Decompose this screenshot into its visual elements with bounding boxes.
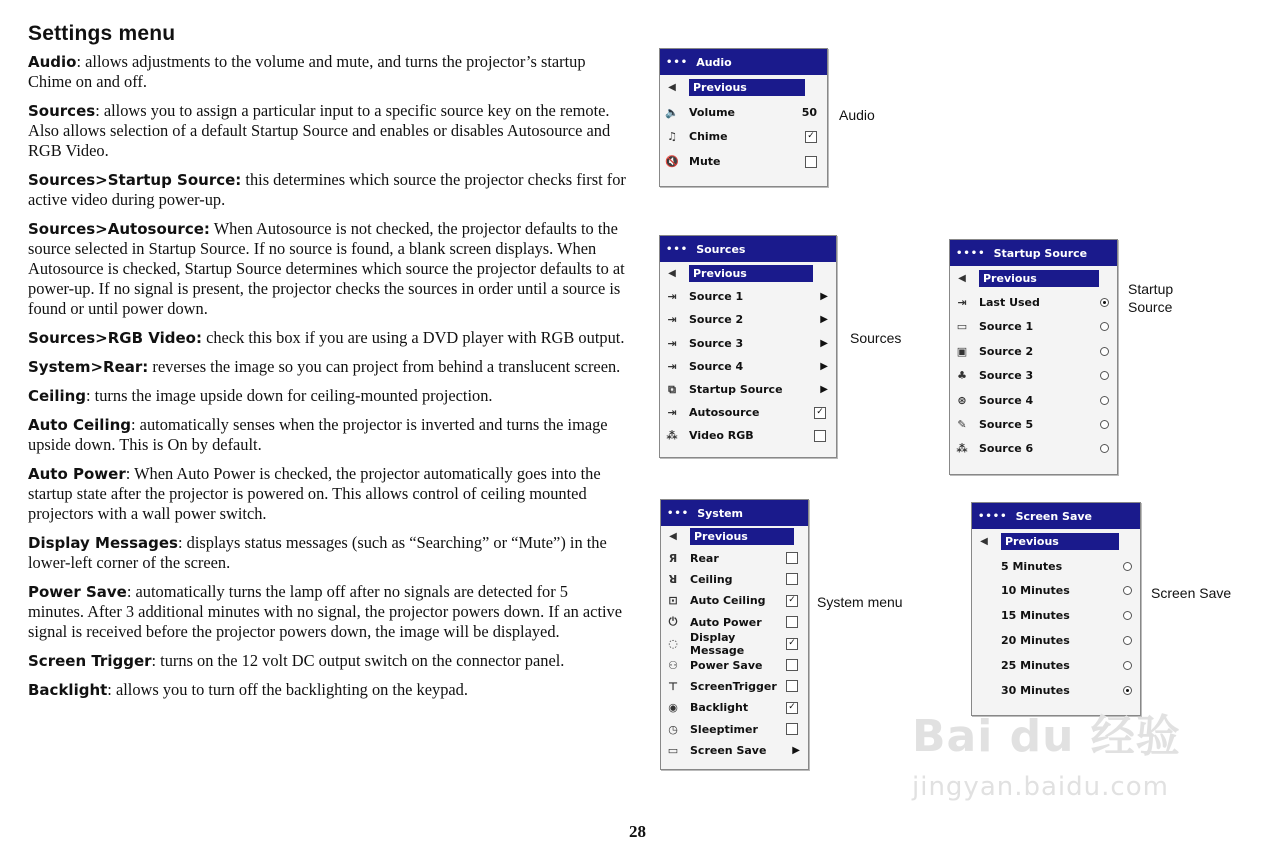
menu-item[interactable]	[661, 569, 808, 590]
menu-item-label: 30 Minutes	[1001, 683, 1070, 697]
menu-item[interactable]	[972, 579, 1140, 604]
checkbox[interactable]	[786, 659, 798, 671]
menu-item[interactable]	[660, 285, 836, 308]
menu-item[interactable]	[660, 401, 836, 424]
submenu-arrow-icon: ▶	[820, 291, 828, 303]
paragraph	[28, 533, 626, 573]
submenu-arrow-icon: ▶	[820, 384, 828, 396]
paragraph-term: Power Save	[28, 583, 127, 601]
menu-item[interactable]	[972, 628, 1140, 653]
menu-item-label: 10 Minutes	[1001, 584, 1070, 598]
radio-button[interactable]	[1100, 420, 1109, 429]
menu-item[interactable]	[950, 388, 1117, 412]
menu-item[interactable]	[661, 697, 808, 718]
paragraph	[28, 386, 626, 406]
paragraph	[28, 680, 626, 700]
back-arrow-icon: ◀	[980, 535, 988, 547]
menu-item-label: Source 4	[689, 359, 744, 373]
paragraph-term: Backlight	[28, 681, 108, 699]
menu-dots-icon: ••••	[978, 510, 1008, 522]
menu-item-label: Screen Save	[690, 744, 767, 758]
paragraph-list	[28, 52, 626, 700]
paragraph	[28, 464, 626, 524]
screen-trigger-icon: ⊤	[667, 679, 679, 693]
previous-item[interactable]	[660, 75, 827, 100]
checkbox[interactable]	[786, 573, 798, 585]
checkbox[interactable]	[786, 616, 798, 628]
source-icon: ⇥	[667, 290, 677, 304]
menu-item[interactable]	[950, 339, 1117, 363]
menu-item[interactable]	[972, 653, 1140, 678]
paragraph-text: : automatically senses when the projector is inverted and turns the image upside down. This is On by default.	[28, 415, 608, 454]
watermark-line2: jingyan.baidu.com	[912, 772, 1169, 802]
paragraph	[28, 415, 626, 455]
menu-item[interactable]	[950, 412, 1117, 436]
rgb-video-icon: ⁂	[666, 429, 678, 443]
radio-button[interactable]	[1123, 611, 1132, 620]
menu-item[interactable]	[661, 630, 808, 657]
sleeptimer-icon: ◷	[668, 722, 678, 736]
text-column	[28, 22, 626, 709]
menu-item-label: Mute	[689, 155, 721, 169]
checkbox[interactable]: ✓	[814, 407, 826, 419]
previous-label: Previous	[1001, 533, 1119, 550]
checkbox[interactable]	[786, 680, 798, 692]
back-arrow-icon: ◀	[668, 81, 676, 93]
startup-source-caption	[1128, 280, 1173, 316]
source-1-icon: ▭	[956, 320, 968, 334]
source-3-icon: ♣	[957, 369, 967, 383]
menu-item-label: Auto Power	[690, 615, 762, 629]
menu-item[interactable]	[660, 355, 836, 378]
menu-dots-icon: •••	[667, 507, 690, 519]
paragraph	[28, 101, 626, 161]
menu-item-label: Auto Ceiling	[690, 594, 766, 608]
menu-item[interactable]	[660, 149, 827, 174]
paragraph	[28, 328, 626, 348]
menu-header	[660, 49, 827, 75]
menu-item[interactable]	[661, 676, 808, 697]
source-2-icon: ▣	[956, 344, 968, 358]
auto-ceiling-icon: ⊡	[668, 594, 678, 608]
paragraph-text: When Autosource is not checked, the projector defaults to the source selected in Startup Source. If no source is found, a blank screen displays. When Autosource is checked, Startup Source determines which source the projector defaults to at power-up. If no signal is present, the projector checks the sources in order until a source is found or until power down.	[28, 219, 625, 318]
source-icon: ⇥	[667, 336, 677, 350]
back-arrow-icon: ◀	[958, 272, 966, 284]
previous-label: Previous	[979, 270, 1099, 287]
paragraph-term: Auto Power	[28, 465, 126, 483]
menu-item-label: 15 Minutes	[1001, 609, 1070, 623]
previous-label: Previous	[689, 79, 805, 96]
menu-item[interactable]	[660, 125, 827, 150]
menu-item-value: 50	[801, 105, 817, 119]
startup-source-icon: ⧉	[668, 382, 676, 396]
menu-item[interactable]	[972, 678, 1140, 703]
screen-save-caption: Screen Save	[1151, 585, 1232, 601]
radio-button[interactable]	[1100, 298, 1109, 307]
menu-dots-icon: ••••	[956, 247, 986, 259]
sources-caption: Sources	[850, 330, 902, 346]
menu-item[interactable]	[950, 290, 1117, 314]
menu-item-label: Chime	[689, 130, 728, 144]
menu-header	[972, 503, 1140, 529]
source-6-icon: ⁂	[956, 442, 968, 456]
menu-item-label: Source 6	[979, 442, 1034, 456]
source-4-icon: ⊛	[957, 393, 967, 407]
menu-item-label: Video RGB	[689, 429, 754, 443]
menu-item[interactable]	[661, 547, 808, 568]
paragraph	[28, 582, 626, 642]
checkbox[interactable]	[805, 156, 817, 168]
baidu-watermark	[912, 700, 1181, 802]
system-caption: System menu	[817, 594, 903, 610]
startup-source-menu	[949, 239, 1118, 475]
menu-item[interactable]	[661, 740, 808, 761]
menu-item-label: Sleeptimer	[690, 722, 758, 736]
menu-item-label: Source 2	[689, 313, 744, 327]
paragraph-term: System>Rear:	[28, 358, 149, 376]
previous-item[interactable]	[950, 266, 1117, 290]
checkbox[interactable]	[814, 430, 826, 442]
page-number: 28	[629, 822, 646, 841]
radio-button[interactable]	[1100, 444, 1109, 453]
menu-title: System	[697, 506, 744, 520]
menu-header	[661, 500, 808, 526]
paragraph-term: Ceiling	[28, 387, 87, 405]
paragraph-text: : turns the image upside down for ceiling-mounted projection.	[86, 386, 493, 405]
previous-label: Previous	[690, 528, 794, 545]
menu-header	[660, 236, 836, 262]
paragraph-term: Audio	[28, 53, 77, 71]
paragraph-text: : allows you to turn off the backlighting on the keypad.	[107, 680, 468, 699]
page-title: Settings menu	[28, 22, 176, 45]
menu-item[interactable]	[661, 654, 808, 675]
submenu-arrow-icon: ▶	[820, 314, 828, 326]
paragraph-text: : allows you to assign a particular input to a specific source key on the remote. Also allows selection of a default Startup Source and enables or disables Autosource and RGB Video.	[28, 101, 611, 160]
menu-item-label: Ceiling	[690, 572, 733, 586]
menu-item[interactable]	[972, 554, 1140, 579]
menu-item[interactable]	[660, 424, 836, 447]
paragraph-term: Display Messages	[28, 534, 178, 552]
paragraph	[28, 651, 626, 671]
paragraph	[28, 219, 626, 319]
last-used-icon: ⇥	[957, 296, 967, 310]
startup-caption-line2: Source	[1128, 299, 1173, 315]
paragraph-text: reverses the image so you can project from behind a translucent screen.	[148, 357, 621, 376]
audio-menu	[659, 48, 828, 187]
ceiling-icon: ꓤ	[668, 572, 678, 586]
autosource-icon: ⇥	[667, 406, 677, 420]
menu-dots-icon: •••	[666, 243, 689, 255]
volume-icon: 🔈	[665, 105, 679, 119]
menu-header	[950, 240, 1117, 266]
paragraph-term: Sources>Autosource:	[28, 220, 210, 238]
submenu-arrow-icon: ▶	[820, 360, 828, 372]
paragraph-text: check this box if you are using a DVD player with RGB output.	[201, 328, 625, 347]
paragraph-term: Sources>RGB Video:	[28, 329, 202, 347]
menu-title: Audio	[696, 55, 732, 69]
menu-item-label: Power Save	[690, 658, 763, 672]
back-arrow-icon: ◀	[669, 531, 677, 543]
menu-item[interactable]	[950, 437, 1117, 461]
watermark-line1: Bai du 经验	[912, 711, 1181, 762]
startup-caption-line1: Startup	[1128, 281, 1174, 297]
menu-item-label: ScreenTrigger	[690, 679, 777, 693]
checkbox[interactable]: ✓	[786, 638, 798, 650]
radio-button[interactable]	[1100, 396, 1109, 405]
menu-item-label: 20 Minutes	[1001, 634, 1070, 648]
radio-button[interactable]	[1123, 586, 1132, 595]
menu-item-label: Backlight	[690, 701, 749, 715]
paragraph-term: Sources>Startup Source:	[28, 171, 242, 189]
paragraph-text: : allows adjustments to the volume and mute, and turns the projector’s startup Chime on and off.	[28, 52, 586, 91]
radio-button[interactable]	[1123, 661, 1132, 670]
menu-item[interactable]	[950, 315, 1117, 339]
audio-caption: Audio	[839, 107, 875, 123]
menu-item-label: Source 1	[979, 320, 1034, 334]
submenu-arrow-icon: ▶	[792, 745, 800, 757]
menu-item-label: Startup Source	[689, 383, 783, 397]
paragraph	[28, 52, 626, 92]
auto-power-icon: ⏻	[668, 615, 678, 629]
menu-title: Sources	[696, 242, 746, 256]
checkbox[interactable]	[786, 723, 798, 735]
radio-button[interactable]	[1123, 636, 1132, 645]
menu-item[interactable]	[661, 590, 808, 611]
radio-button[interactable]	[1100, 347, 1109, 356]
menu-item[interactable]	[661, 719, 808, 740]
power-save-icon: ⚇	[668, 658, 678, 672]
screen-save-menu	[971, 502, 1141, 716]
menu-item[interactable]	[950, 364, 1117, 388]
menu-item-label: Source 3	[689, 336, 744, 350]
checkbox[interactable]: ✓	[786, 595, 798, 607]
previous-item[interactable]	[660, 262, 836, 285]
menu-item-label: Last Used	[979, 296, 1040, 310]
menu-item-label: Display Message	[690, 630, 745, 657]
paragraph-text: : automatically turns the lamp off after no signals are detected for 5 minutes. After 3 additional minutes with no signal, the projector powers down. If an active signal is received before the projector powers down, the image will be displayed.	[28, 582, 623, 641]
menu-item[interactable]	[660, 332, 836, 355]
menu-item-label: 25 Minutes	[1001, 658, 1070, 672]
checkbox[interactable]: ✓	[786, 702, 798, 714]
paragraph-term: Auto Ceiling	[28, 416, 132, 434]
previous-label: Previous	[689, 265, 813, 282]
display-message-icon: ◌	[668, 637, 678, 651]
menu-item-label: Source 4	[979, 393, 1034, 407]
paragraph-text: : turns on the 12 volt DC output switch on the connector panel.	[151, 651, 565, 670]
menu-title: Screen Save	[1015, 509, 1093, 523]
sources-menu	[659, 235, 837, 458]
paragraph-term: Screen Trigger	[28, 652, 152, 670]
menu-item[interactable]	[972, 603, 1140, 628]
menu-item-label: Source 3	[979, 369, 1034, 383]
mute-icon: 🔇	[665, 155, 679, 169]
radio-button[interactable]	[1100, 371, 1109, 380]
paragraph-text: : displays status messages (such as “Searching” or “Mute”) in the lower-left corner of the screen.	[28, 533, 607, 572]
radio-button[interactable]	[1123, 562, 1132, 571]
checkbox[interactable]: ✓	[805, 131, 817, 143]
radio-button[interactable]	[1123, 686, 1132, 695]
source-icon: ⇥	[667, 359, 677, 373]
source-icon: ⇥	[667, 313, 677, 327]
menu-item-label: Autosource	[689, 406, 760, 420]
submenu-arrow-icon: ▶	[820, 337, 828, 349]
backlight-icon: ◉	[668, 701, 678, 715]
paragraph	[28, 357, 626, 377]
menu-item[interactable]	[660, 378, 836, 401]
menu-item[interactable]	[660, 308, 836, 331]
menu-item[interactable]	[660, 100, 827, 125]
system-menu	[660, 499, 809, 770]
paragraph	[28, 170, 626, 210]
paragraph-text: : When Auto Power is checked, the projector automatically goes into the startup state after the projector is powered on. This allows control of ceiling mounted projectors with a wall power switch.	[28, 464, 601, 523]
radio-button[interactable]	[1100, 322, 1109, 331]
menu-item-label: 5 Minutes	[1001, 559, 1063, 573]
menu-item-label: Rear	[690, 551, 719, 565]
menu-item-label: Volume	[689, 105, 735, 119]
menu-dots-icon: •••	[666, 56, 689, 68]
paragraph-term: Sources	[28, 102, 96, 120]
paragraph-text: this determines which source the projector checks first for active video during power-up.	[28, 170, 626, 209]
screen-save-icon: ▭	[667, 744, 679, 758]
previous-item[interactable]	[972, 529, 1140, 554]
checkbox[interactable]	[786, 552, 798, 564]
menu-item-label: Source 5	[979, 418, 1034, 432]
rear-icon: Я	[668, 551, 678, 565]
source-5-icon: ✎	[957, 418, 967, 432]
previous-item[interactable]	[661, 526, 808, 547]
menu-title: Startup Source	[993, 246, 1088, 260]
chime-icon: ♫	[667, 130, 677, 144]
back-arrow-icon: ◀	[668, 268, 676, 280]
menu-item-label: Source 1	[689, 290, 744, 304]
menu-item-label: Source 2	[979, 344, 1034, 358]
